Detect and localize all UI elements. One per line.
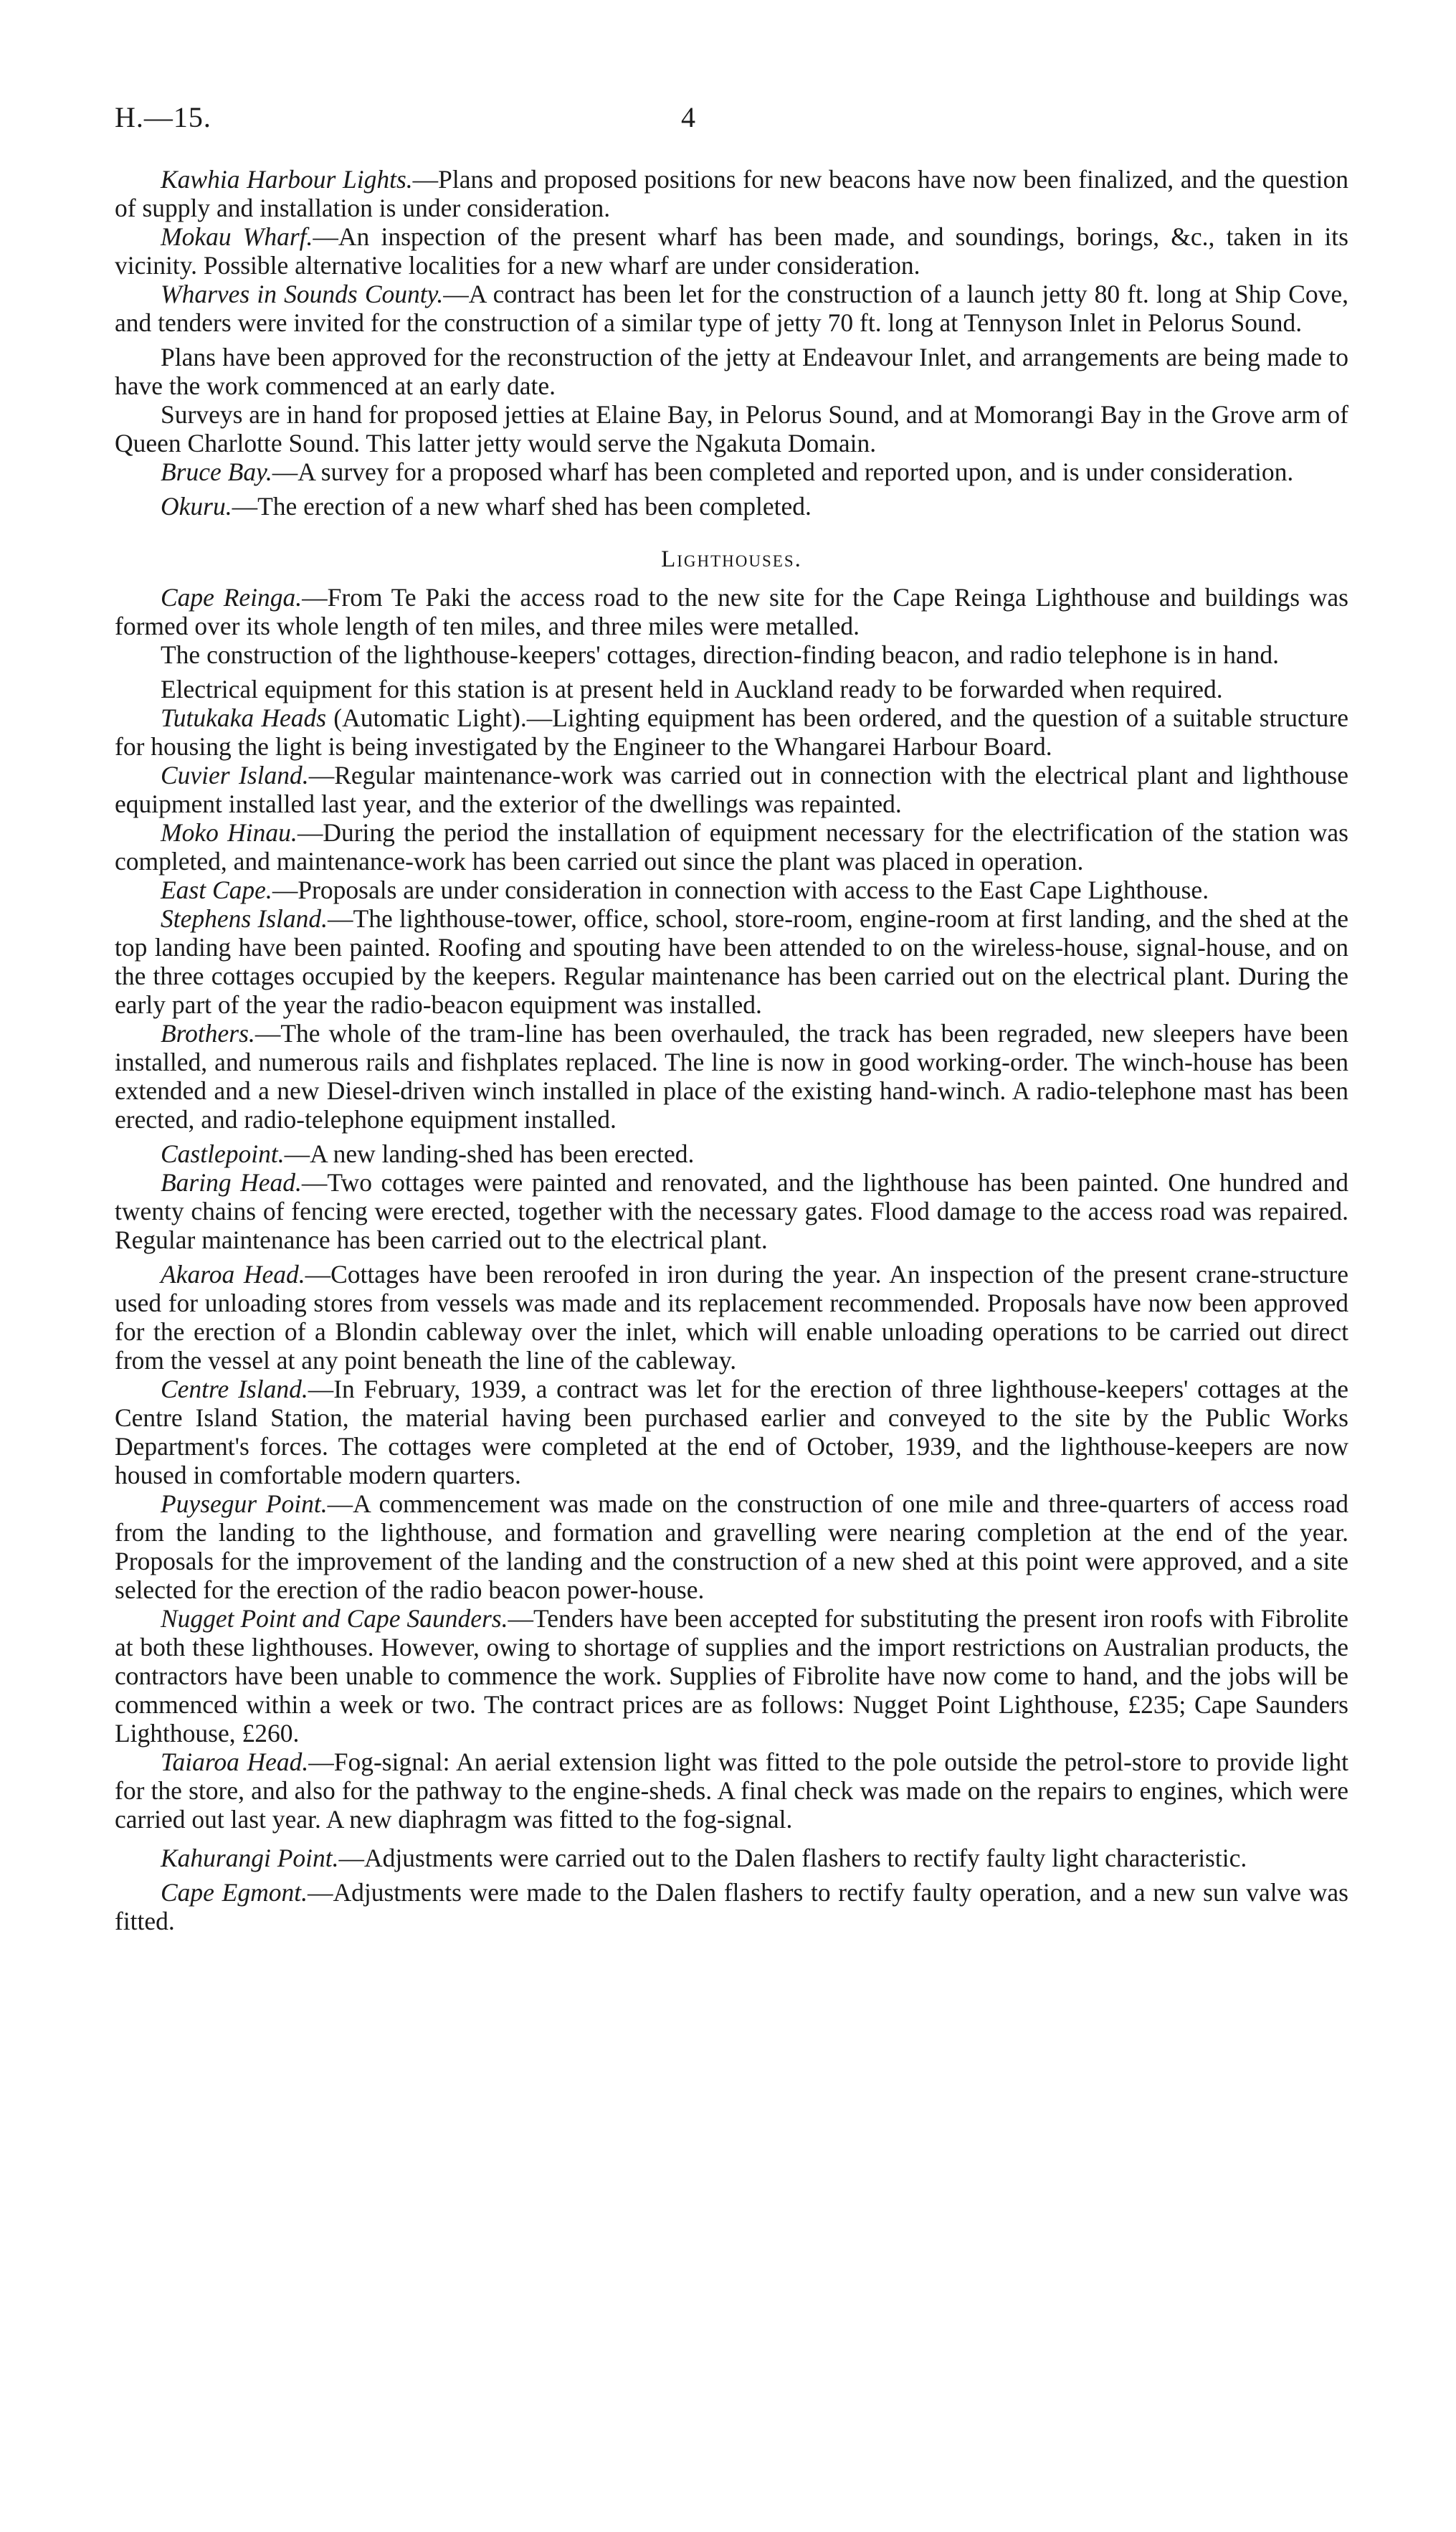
paragraph-brothers (115, 1019, 1348, 1134)
paragraph-text: —Fog-signal: An aerial extension light was fitted to the pole outside the petrol-store to provide light for the store, and also for the pathway to the engine-sheds. A final check was made on the repairs to engines, which were carried out last year. A new diaphragm was fitted to the fog-signal. (115, 1748, 1348, 1834)
paragraph-lead: Brothers. (161, 1019, 255, 1048)
paragraph-cape-reinga (115, 583, 1348, 640)
wharves-section (115, 165, 1348, 521)
paragraph-centre-island (115, 1375, 1348, 1489)
paragraph-surveys (115, 400, 1348, 457)
paragraph-text: —A commencement was made on the construction of one mile and three-quarters of access road from the landing to the lighthouse, and formation and gravelling were nearing completion at the end of the year. Proposals for the improvement of the landing and the construction of a new shed at this point were approved, and a site selected for the erection of the radio beacon power-house. (115, 1489, 1348, 1604)
paragraph-lead: Tutukaka Heads (161, 703, 327, 732)
paragraph-kahurangi-point (115, 1844, 1348, 1872)
paragraph-puysegur-point (115, 1489, 1348, 1604)
paragraph-text: —A survey for a proposed wharf has been completed and reported upon, and is under consideration. (272, 457, 1294, 486)
paragraph-taiaroa-head (115, 1748, 1348, 1834)
paragraph-akaroa-head (115, 1260, 1348, 1375)
paragraph-text: (Automatic Light).—Lighting equipment has been ordered, and the question of a suitable structure for housing the light is being investigated by the Engineer to the Whangarei Harbour Board. (115, 703, 1348, 761)
lighthouses-section (115, 583, 1348, 1935)
paragraph-endeavour-inlet (115, 343, 1348, 400)
paragraph-text: —A new landing-shed has been erected. (284, 1139, 695, 1168)
paragraph-lead: Okuru. (161, 492, 232, 521)
document-reference: H.—15. (115, 101, 211, 133)
paragraph-mokau (115, 222, 1348, 280)
paragraph-kawhia (115, 165, 1348, 222)
paragraph-text: —Two cottages were painted and renovated, and the lighthouse has been painted. One hundred and twenty chains of fencing were erected, together with the necessary gates. Flood damage to the access road was repaired. Regular maintenance has been carried out to the electrical plant. (115, 1168, 1348, 1254)
paragraph-cape-egmont (115, 1878, 1348, 1935)
paragraph-text: —Adjustments were carried out to the Dalen flashers to rectify faulty light characteristic. (338, 1844, 1247, 1872)
paragraph-text: —Regular maintenance-work was carried out in connection with the electrical plant and lighthouse equipment installed last year, and the exterior of the dwellings was repainted. (115, 761, 1348, 818)
paragraph-text: —Tenders have been accepted for substituting the present iron roofs with Fibrolite at both these lighthouses. However, owing to shortage of supplies and the import restrictions on Australian products, the contractors have been unable to commence the work. Supplies of Fibrolite have now come to hand, and the jobs will be commenced within a week or two. The contract prices are as follows: Nugget Point Lighthouse, £235; Cape Saunders Lighthouse, £260. (115, 1604, 1349, 1748)
paragraph-lead: Moko Hinau. (161, 818, 298, 847)
paragraph-lead: Baring Head. (161, 1168, 302, 1197)
paragraph-text: —During the period the installation of equipment necessary for the electrification of the station was completed, and maintenance-work has been carried out since the plant was placed in operation. (115, 818, 1348, 876)
paragraph-sounds-county (115, 280, 1348, 337)
paragraph-text: —An inspection of the present wharf has been made, and soundings, borings, &c., taken in its vicinity. Possible alternative localities for a new wharf are under consideration. (115, 222, 1348, 280)
paragraph-lead: Mokau Wharf. (161, 222, 313, 251)
paragraph-text: —Plans and proposed positions for new beacons have now been finalized, and the question of supply and installation is under consideration. (115, 165, 1348, 222)
paragraph-text: —The erection of a new wharf shed has been completed. (232, 492, 812, 521)
paragraph-text: —From Te Paki the access road to the new site for the Cape Reinga Lighthouse and buildings was formed over its whole length of ten miles, and three miles were metalled. (115, 583, 1348, 640)
paragraph-tutukaka (115, 703, 1348, 761)
paragraph-nugget-point (115, 1604, 1348, 1748)
paragraph-baring-head (115, 1168, 1348, 1254)
paragraph-text: The construction of the lighthouse-keepers' cottages, direction-finding beacon, and radio telephone is in hand. (161, 640, 1280, 669)
paragraph-lead: Kawhia Harbour Lights. (161, 165, 413, 194)
paragraph-lead: East Cape. (161, 876, 272, 904)
paragraph-reinga-electrical (115, 675, 1348, 703)
section-heading-lighthouses: Lighthouses. (661, 546, 802, 572)
paragraph-cuvier-island (115, 761, 1348, 818)
paragraph-text: —The lighthouse-tower, office, school, store-room, engine-room at first landing, and the shed at the top landing have been painted. Roofing and spouting have been attended to on the wireless-house, signal-house, and on the three cottages occupied by the keepers. Regular maintenance has been carried out on the electrical plant. During the early part of the year the radio-beacon equipment was installed. (115, 904, 1349, 1019)
paragraph-lead: Akaroa Head. (161, 1260, 305, 1289)
paragraph-text: —In February, 1939, a contract was let for the erection of three lighthouse-keepers' cottages at the Centre Island Station, the material having been purchased earlier and conveyed to the site by the Public Works Department's forces. The cottages were completed at the end of October, 1939, and the lighthouse-keepers are now housed in comfortable modern quarters. (115, 1375, 1348, 1489)
paragraph-lead: Cuvier Island. (161, 761, 309, 790)
paragraph-castlepoint (115, 1139, 1348, 1168)
paragraph-lead: Taiaroa Head. (161, 1748, 309, 1776)
paragraph-lead: Bruce Bay. (161, 457, 272, 486)
paragraph-lead: Centre Island. (161, 1375, 308, 1403)
paragraph-lead: Nugget Point and Cape Saunders. (161, 1604, 508, 1633)
paragraph-reinga-cottages (115, 640, 1348, 669)
paragraph-lead: Wharves in Sounds County. (161, 280, 444, 308)
paragraph-lead: Stephens Island. (161, 904, 328, 933)
paragraph-text: Surveys are in hand for proposed jetties at Elaine Bay, in Pelorus Sound, and at Momorangi Bay in the Grove arm of Queen Charlotte Sound. This latter jetty would serve the Ngakuta Domain. (115, 400, 1348, 457)
paragraph-text: —Proposals are under consideration in connection with access to the East Cape Lighthouse. (272, 876, 1209, 904)
paragraph-stephens-island (115, 904, 1348, 1019)
paragraph-text: —A contract has been let for the construction of a launch jetty 80 ft. long at Ship Cove, and tenders were invited for the construction of a similar type of jetty 70 ft. long at Tennyson Inlet in Pelorus Sound. (115, 280, 1348, 337)
paragraph-east-cape (115, 876, 1348, 904)
paragraph-moko-hinau (115, 818, 1348, 876)
paragraph-text: —Cottages have been reroofed in iron during the year. An inspection of the present crane-structure used for unloading stores from vessels was made and its replacement recommended. Proposals have now been approved for the erection of a Blondin cableway over the inlet, which will enable unloading operations to be carried out direct from the vessel at any point beneath the line of the cableway. (115, 1260, 1348, 1375)
paragraph-lead: Cape Egmont. (161, 1878, 308, 1907)
paragraph-lead: Castlepoint. (161, 1139, 285, 1168)
paragraph-text: —The whole of the tram-line has been overhauled, the track has been regraded, new sleepers have been installed, and numerous rails and fishplates replaced. The line is now in good working-order. The winch-house has been extended and a new Diesel-driven winch installed in place of the existing hand-winch. A radio-telephone mast has been erected, and radio-telephone equipment installed. (115, 1019, 1348, 1134)
paragraph-bruce-bay (115, 457, 1348, 486)
paragraph-text: —Adjustments were made to the Dalen flashers to rectify faulty operation, and a new sun valve was fitted. (115, 1878, 1348, 1935)
paragraph-lead: Kahurangi Point. (161, 1844, 339, 1872)
page-number: 4 (681, 101, 695, 133)
paragraph-text: Electrical equipment for this station is at present held in Auckland ready to be forwarded when required. (161, 675, 1223, 703)
paragraph-okuru (115, 492, 1348, 521)
paragraph-lead: Puysegur Point. (161, 1489, 328, 1518)
page-header (115, 100, 1348, 165)
paragraph-lead: Cape Reinga. (161, 583, 303, 612)
paragraph-text: Plans have been approved for the reconstruction of the jetty at Endeavour Inlet, and arrangements are being made to have the work commenced at an early date. (115, 343, 1348, 400)
